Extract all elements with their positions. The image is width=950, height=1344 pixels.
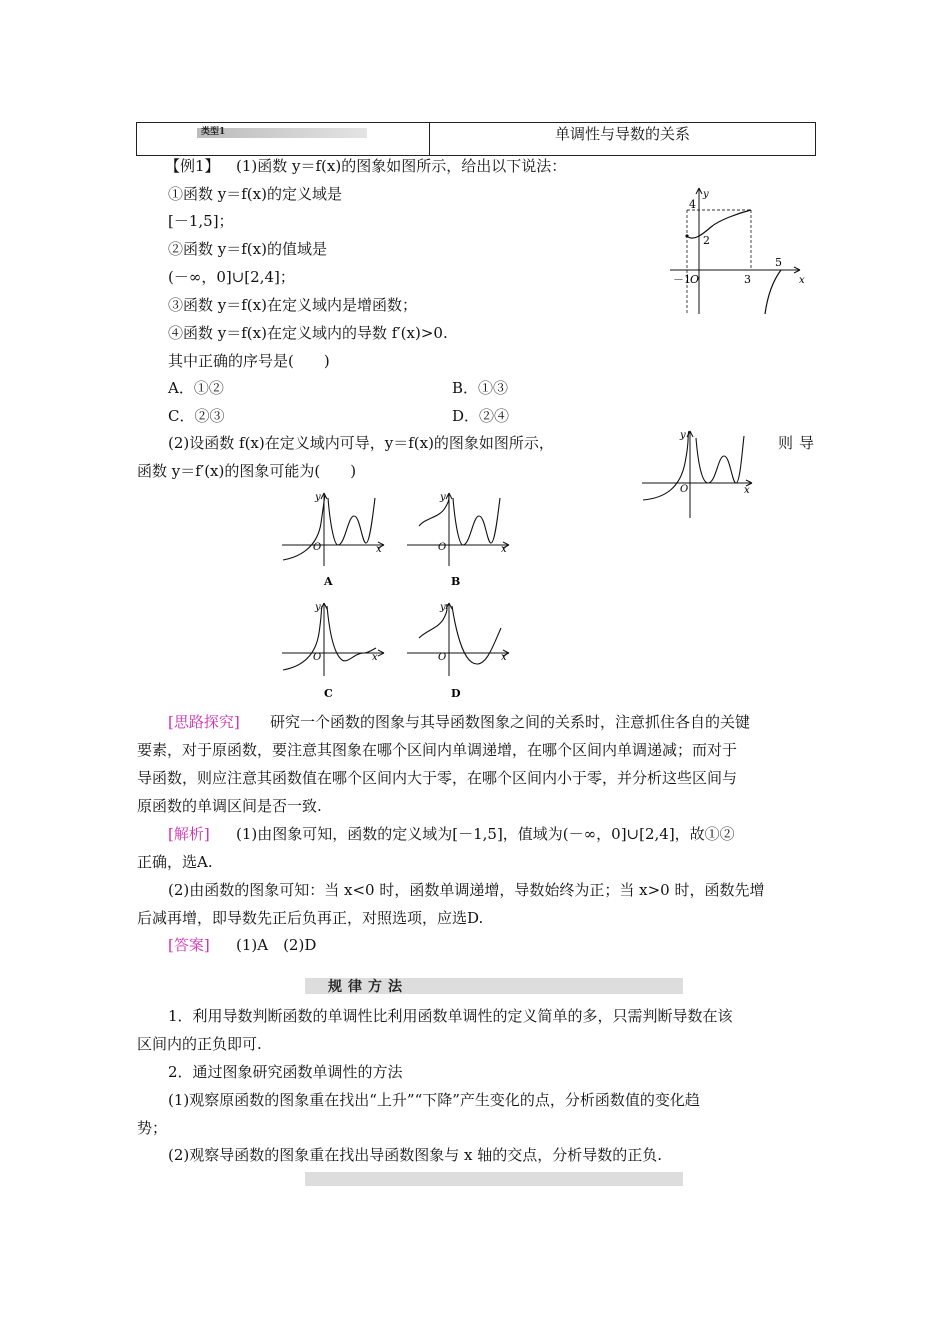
think-line2: 要素，对于原函数，要注意其图象在哪个区间内单调递增，在哪个区间内单调递减；而对于 [137, 741, 738, 759]
graph-q1-x-label: x [799, 275, 805, 286]
think-line3: 导函数，则应注意其函数值在哪个区间内大于零，在哪个区间内小于零，并分析这些区间与 [137, 769, 738, 787]
q2-line2: 函数 y＝f′(x)的图象可能为( ) [137, 462, 357, 480]
graph-q2-x-label: x [744, 485, 750, 496]
solution-label: [解析] [168, 825, 210, 843]
choice-b-graph [405, 488, 517, 588]
graph-q1 [665, 180, 810, 320]
choice-b-y: y [440, 492, 446, 503]
choice-a-graph [280, 488, 392, 588]
solution-line4: 后减再增，即导数先正后负再正，对照选项，应选D. [137, 909, 484, 927]
section-title: 单调性与导数的关系 [554, 125, 690, 143]
origin-label: O [690, 273, 700, 286]
choice-a-x: x [376, 544, 382, 555]
tick-5: 5 [775, 256, 782, 269]
solution-line1: (1)由图象可知，函数的定义域为[－1,5]，值域为(－∞，0]∪[2,4]，故①② [236, 825, 735, 843]
option-c: C．②③ [168, 407, 225, 425]
choice-d-graph [405, 598, 517, 702]
method-title: 规律方法 [328, 979, 408, 995]
choice-a-origin: O [313, 542, 322, 553]
solution-line2: 正确，选A. [137, 853, 213, 871]
choice-a-label: A [324, 575, 333, 588]
example-label: 【例1】 [165, 157, 220, 175]
tick-4: 4 [689, 198, 696, 211]
statement-1b: [－1,5]； [168, 212, 234, 230]
method-p3a: (1)观察原函数的图象重在找出“上升”“下降”产生变化的点，分析函数值的变化趋 [168, 1091, 700, 1109]
statement-4: ④函数 y＝f(x)在定义域内的导数 f′(x)>0. [168, 324, 448, 342]
think-line4: 原函数的单调区间是否一致. [137, 797, 322, 815]
choice-a-y: y [315, 492, 321, 503]
section-header [136, 122, 816, 156]
choice-d-label: D [451, 687, 461, 700]
statement-3: ③函数 y＝f(x)在定义域内是增函数； [168, 296, 417, 314]
choice-d-x: x [501, 652, 507, 663]
option-d: D．②④ [452, 407, 510, 425]
choice-b-label: B [451, 575, 461, 588]
method-p3b: 势； [137, 1119, 168, 1137]
tick-neg1: －1 [673, 273, 691, 286]
choice-c-origin: O [313, 652, 322, 663]
think-label: [思路探究] [168, 713, 240, 731]
graph-q1-y-label: y [703, 189, 709, 200]
method-p4: (2)观察导函数的图象重在找出导函数图象与 x 轴的交点，分析导数的正负. [168, 1146, 663, 1164]
choice-c-label: C [324, 687, 333, 700]
tick-3: 3 [744, 273, 751, 286]
choice-c-x: x [372, 652, 378, 663]
choice-b-origin: O [438, 542, 447, 553]
think-line1: 研究一个函数的图象与其导函数图象之间的关系时，注意抓住各自的关键 [270, 713, 751, 731]
question-ask: 其中正确的序号是( ) [168, 352, 330, 370]
option-b: B．①③ [452, 379, 509, 397]
method-p1a: 1．利用导数判断函数的单调性比利用函数单调性的定义简单的多，只需判断导数在该 [168, 1007, 733, 1025]
choice-c-y: y [315, 602, 321, 613]
graph-q2-origin: O [680, 484, 689, 495]
option-a: A．①② [168, 379, 224, 397]
method-footer-bar [305, 1172, 683, 1186]
q1-intro: (1)函数 y＝f(x)的图象如图所示，给出以下说法： [236, 157, 567, 175]
graph-q2 [640, 428, 760, 523]
statement-1a: ①函数 y＝f(x)的定义域是 [168, 185, 342, 203]
choice-d-y: y [440, 602, 446, 613]
tick-2: 2 [703, 234, 710, 247]
type-tag-label: 类型1 [201, 127, 226, 137]
solution-line3: (2)由函数的图象可知：当 x<0 时，函数单调递增，导数始终为正；当 x>0 时，函数先增 [168, 881, 765, 899]
choice-d-origin: O [438, 652, 447, 663]
graph-q2-y-label: y [680, 430, 686, 441]
q2-line1: (2)设函数 f(x)在定义域内可导，y＝f(x)的图象如图所示， [168, 434, 554, 452]
answer-label: [答案] [168, 936, 210, 954]
q2-tail: 则导 [778, 434, 821, 452]
type-tag [197, 128, 367, 138]
choice-c-graph [280, 598, 392, 702]
method-p2: 2．通过图象研究函数单调性的方法 [168, 1063, 403, 1081]
statement-2a: ②函数 y＝f(x)的值域是 [168, 240, 327, 258]
answer-text: (1)A (2)D [236, 936, 317, 954]
method-p1b: 区间内的正负即可. [137, 1035, 262, 1053]
choice-b-x: x [501, 544, 507, 555]
statement-2b: (－∞，0]∪[2,4]； [168, 268, 295, 286]
